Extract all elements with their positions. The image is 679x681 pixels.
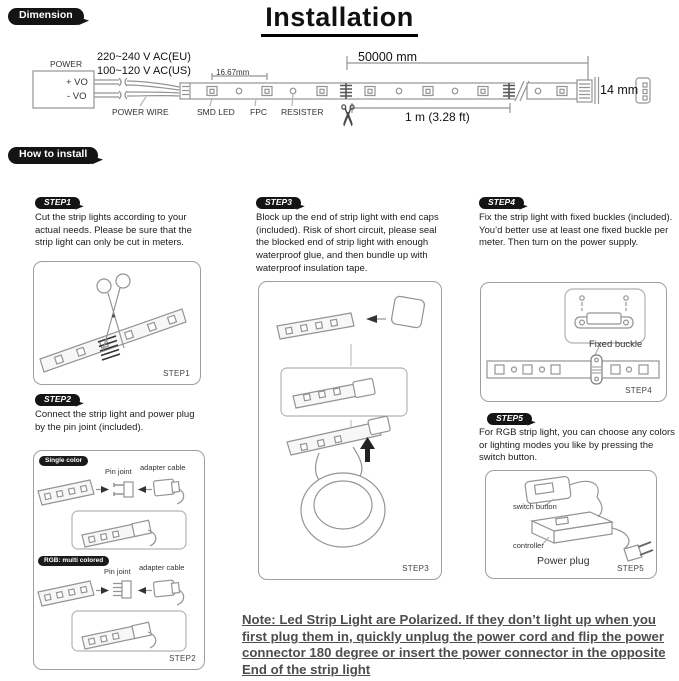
polarity-note: Note: Led Strip Light are Polarized. If they don’t light up when you first plug them in, quickly unplug the power cord and flip the power connector 180 degree or insert the power connector in the opposite End of the strip light [242,612,666,678]
switch-button-label: switch button [513,502,557,511]
step4-figure [480,282,667,402]
power-plug-drawing [612,528,653,561]
step3-figure-art [259,282,441,579]
step4-badge-label: STEP4 [488,197,515,207]
single-color-badge [39,456,88,466]
step2-figure-tag: STEP2 [169,654,196,663]
rgb-connection [38,580,186,651]
scissors-icon: ✂ [330,103,363,129]
pin-joint-label-rgb: Pin joint [104,567,131,576]
step2-figure [33,450,205,670]
step4-figure-tag: STEP4 [625,386,652,395]
smd-led-label: SMD LED [197,107,235,117]
cut-unit-label: 1 m (3.28 ft) [405,110,470,124]
total-length-label: 50000 mm [358,50,418,64]
power-label: POWER [50,59,83,69]
led-strip [180,77,599,104]
single-color-label: Single color [45,457,83,464]
step3-badge-label: STEP3 [265,197,292,207]
strip-being-cut [40,309,186,372]
adapter-cable-label: adapter cable [140,463,186,472]
voltage-eu-label: 220~240 V AC(EU) [97,51,191,63]
step3-figure-tag: STEP3 [402,564,429,573]
step5-badge [487,413,532,425]
step3-text: Block up the end of strip light with end caps (included). Risk of short circuit, please seal the blocked end of strip light with enough waterproof glue, and then bundle up with waterproof insulation tape. [256,212,439,274]
step1-badge [35,197,80,209]
power-plug-label: Power plug [537,555,590,567]
strip-with-buckle [487,355,659,384]
pin-joint-label: Pin joint [105,467,132,476]
step1-text: Cut the strip lights according to your actual needs. Please be sure that the strip light can only be cut in meters. [35,212,192,249]
adapter-cable-label-rgb: adapter cable [139,563,185,572]
strip-width-label: 14 mm [600,83,639,97]
step1-badge-label: STEP1 [44,197,71,207]
fixed-buckle-label: Fixed buckle [589,339,643,350]
step5-figure-tag: STEP5 [617,564,644,573]
step1-figure-art [34,262,200,384]
how-to-install-label: How to install [19,148,88,160]
step2-badge-label: STEP2 [44,394,71,404]
step4-badge [479,197,524,209]
step3-figure [258,281,442,580]
end-cap-insertion [277,296,425,432]
step5-figure [485,470,657,579]
how-to-install-badge [8,147,98,164]
step4-text: Fix the strip light with fixed buckles (included). You’d better use at least one fixed buckle per meter. Then turn on the power supply. [479,212,673,249]
switch-remote [525,476,598,505]
page-title: Installation [261,2,418,37]
power-wire-label: POWER WIRE [112,107,169,117]
step5-badge-label: STEP5 [496,413,523,423]
minus-terminal-label: - VO [67,91,87,102]
fpc-label: FPC [250,107,267,117]
power-wires [94,78,179,106]
tape-wrapping [287,416,390,547]
step1-figure-tag: STEP1 [163,369,190,378]
dimension-badge-label: Dimension [19,9,73,21]
controller-label: controller [513,541,544,550]
plus-terminal-label: + VO [66,77,88,88]
voltage-us-label: 100~120 V AC(US) [97,65,191,77]
step3-badge [256,197,301,209]
step2-badge [35,394,80,406]
step5-text: For RGB strip light, you can choose any colors or lighting modes you like by pressing the switch button. [479,427,675,464]
step2-text: Connect the strip light and power plug by the pin joint (included). [35,409,195,433]
resister-label: RESISTER [281,107,324,117]
single-color-connection [38,479,186,549]
rgb-multi-colored-label: RGB: multi colored [44,557,104,564]
rgb-multi-colored-badge [38,556,109,566]
led-pitch-label: 16.67mm [216,68,250,77]
step1-figure [33,261,201,385]
